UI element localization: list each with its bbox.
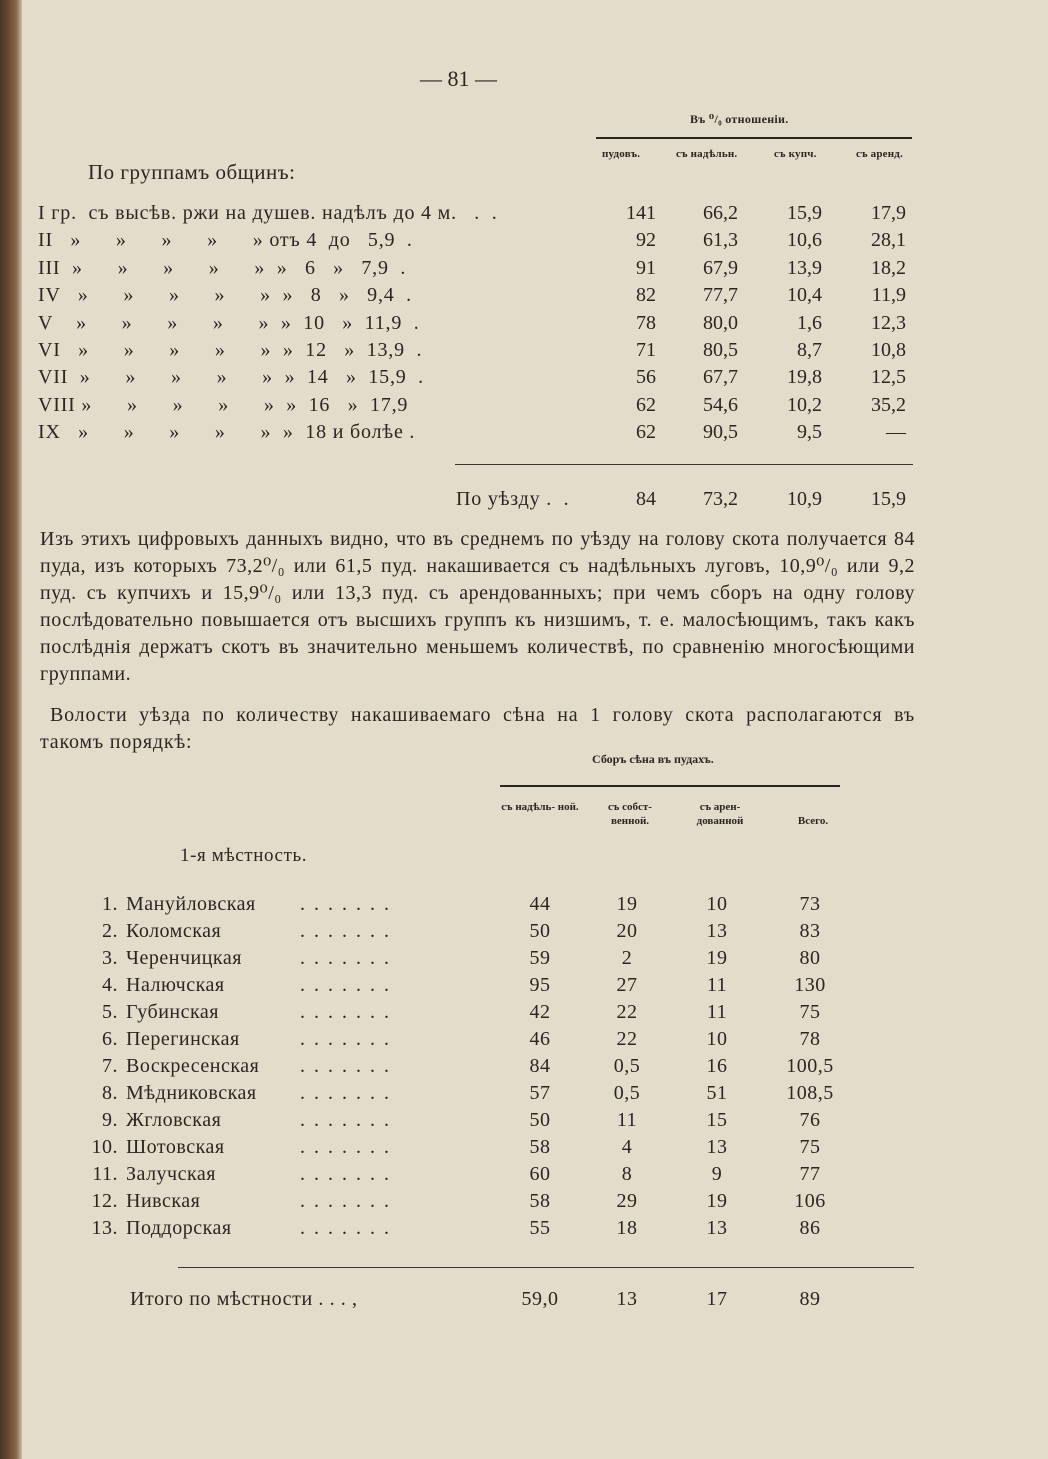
table1-header-group: Въ ⁰/₀ отношеніи. — [690, 112, 789, 126]
table2-total-label: Итого по мѣстности . . . , — [130, 1288, 358, 1310]
table2-row-leader: ....... — [300, 974, 398, 996]
table2-cell-sobst: 0,5 — [613, 1055, 641, 1077]
table2-cell-sobst: 11 — [616, 1109, 638, 1131]
table1-cell-kupch: 1,6 — [797, 311, 822, 334]
table1-cell-poods: 92 — [636, 229, 656, 252]
table1-row-label: II » » » » » отъ 4 до 5,9 . — [38, 229, 413, 252]
table2-cell-sobst: 27 — [616, 974, 638, 996]
table2-cell-arend: 15 — [706, 1109, 728, 1131]
table2-cell-all: 80 — [799, 947, 821, 969]
table2-total-sobst: 13 — [616, 1288, 638, 1310]
table2-cell-sobst: 20 — [616, 920, 638, 942]
table1-cell-kupch: 10,6 — [787, 229, 822, 252]
table2-cell-sobst: 18 — [616, 1217, 638, 1239]
table2-row-index: 13. — [91, 1217, 118, 1239]
table2-cell-nadel: 50 — [529, 920, 551, 942]
table2-cell-arend: 51 — [706, 1082, 728, 1104]
table2-cell-all: 78 — [799, 1028, 821, 1050]
table2-row-leader: ....... — [300, 1001, 398, 1023]
table1-cell-arend: 12,5 — [871, 366, 906, 389]
table2-row-name: Коломская — [126, 920, 222, 942]
table1-cell-nadel: 90,5 — [703, 421, 738, 444]
table2-row-name: Мѣдниковская — [126, 1082, 257, 1104]
table2-row-index: 6. — [102, 1028, 118, 1050]
table2-row-name: Мануйловская — [126, 893, 256, 915]
table2-row-leader: ....... — [300, 893, 398, 915]
table1-cell-poods: 62 — [636, 421, 656, 444]
table2-cell-all: 106 — [794, 1190, 826, 1212]
table2-cell-all: 73 — [799, 893, 821, 915]
table2-cell-arend: 16 — [706, 1055, 728, 1077]
table1-cell-kupch: 10,2 — [787, 393, 822, 416]
table2-row-name: Нивская — [126, 1190, 201, 1212]
table1-cell-poods: 141 — [626, 202, 656, 224]
table1-row-label: I гр. съ высѣв. ржи на душев. надѣлъ до 4 м. . . — [38, 202, 498, 224]
table1-col-nadel: съ надѣльн. — [676, 148, 738, 160]
table2-cell-arend: 10 — [706, 1028, 728, 1050]
table1-cell-nadel: 67,7 — [703, 366, 738, 389]
table2-cell-arend: 11 — [706, 1001, 728, 1023]
table2-cell-nadel: 84 — [529, 1055, 551, 1077]
table1-cell-kupch: 8,7 — [797, 339, 822, 361]
table1-section-title: По группамъ общинъ: — [88, 160, 296, 184]
table1-cell-poods: 82 — [636, 284, 656, 307]
table1-cell-kupch: 13,9 — [787, 256, 822, 279]
table1-cell-arend: 10,8 — [871, 339, 906, 361]
table2-cell-arend: 9 — [711, 1163, 723, 1185]
table1-row-label: VIII » » » » » » 16 » 17,9 — [38, 393, 409, 416]
table1-row-label: III » » » » » » 6 » 7,9 . — [38, 256, 407, 279]
table2-row-name: Жгловская — [126, 1109, 222, 1131]
table1-cell-kupch: 9,5 — [797, 421, 822, 444]
table2-row-leader: ....... — [300, 1217, 398, 1239]
table1-cell-nadel: 77,7 — [703, 284, 738, 307]
table2-row-leader: ....... — [300, 1136, 398, 1158]
table2-row-name: Перегинская — [126, 1028, 240, 1050]
table2-total-nadel: 59,0 — [521, 1288, 559, 1310]
table1-col-arend: съ аренд. — [856, 148, 903, 160]
table2-row-leader: ....... — [300, 1028, 398, 1050]
table2-cell-sobst: 22 — [616, 1001, 638, 1023]
paragraph-analysis: Изъ этихъ цифровыхъ данныхъ видно, что въ среднемъ по уѣзду на голову скота получается 84 пуда, изъ которыхъ 73,2⁰/₀ или 61,5 пуд. накашивается съ надѣльныхъ луговъ, 10,9⁰/₀ или 9,2 пуд. съ купчихъ и 15,9⁰/₀ или 13,3 пуд. съ арендованныхъ; при чемъ сборъ на одну голову послѣдовательно повышается отъ высшихъ группъ къ низшимъ, т. е. малосѣющимъ, такъ какъ послѣднія держатъ скотъ въ значительно меньшемъ количествѣ, по сравненію многосѣющими группами. — [40, 528, 915, 685]
table2-row-name: Губинская — [126, 1001, 219, 1023]
table1-total-arend: 15,9 — [871, 488, 906, 510]
table1-cell-kupch: 15,9 — [787, 202, 822, 224]
table2-row-leader: ....... — [300, 947, 398, 969]
table2-row-index: 3. — [102, 947, 118, 969]
table2-cell-nadel: 44 — [529, 893, 551, 915]
table1-cell-arend: 35,2 — [871, 393, 906, 416]
table2-cell-all: 130 — [794, 974, 826, 996]
table2-row-name: Воскресенская — [126, 1055, 260, 1077]
table1-cell-kupch: 19,8 — [787, 366, 822, 389]
table1-cell-arend: 17,9 — [871, 202, 906, 224]
table2-cell-nadel: 59 — [529, 947, 551, 969]
table1-cell-poods: 78 — [636, 311, 656, 334]
table2-row-index: 5. — [102, 1001, 118, 1023]
table1-cell-nadel: 80,5 — [703, 339, 738, 361]
table1-cell-arend: 11,9 — [871, 284, 906, 307]
table1-cell-poods: 62 — [636, 393, 656, 416]
table2-row-name: Черенчицкая — [126, 947, 242, 969]
table2-cell-nadel: 57 — [529, 1082, 551, 1104]
table2-col-sobst: съ собст- венной. — [608, 801, 652, 827]
table2-cell-nadel: 58 — [529, 1190, 551, 1212]
table2-row-name: Налючская — [126, 974, 225, 996]
table2-row-index: 7. — [102, 1055, 118, 1077]
table2-row-leader: ....... — [300, 1082, 398, 1104]
table1-total-rule — [455, 464, 913, 465]
table2-cell-arend: 10 — [706, 893, 728, 915]
table1-total-kupch: 10,9 — [787, 488, 822, 510]
table2-row-index: 1. — [102, 893, 118, 915]
table1-cell-nadel: 54,6 — [703, 393, 738, 416]
table1-col-poods: пудовъ. — [602, 148, 641, 160]
table1-row-label: IV » » » » » » 8 » 9,4 . — [38, 284, 412, 307]
table2-cell-nadel: 95 — [529, 974, 551, 996]
table2-col-arend: съ арен- дованной — [696, 801, 744, 827]
table1-cell-arend: 12,3 — [871, 311, 906, 334]
table2-cell-sobst: 22 — [616, 1028, 638, 1050]
table1-cell-poods: 91 — [636, 256, 656, 279]
table2-cell-all: 100,5 — [786, 1055, 834, 1077]
table2-cell-arend: 13 — [706, 920, 728, 942]
table2-cell-sobst: 2 — [621, 947, 633, 969]
table1-header-rule — [596, 137, 912, 139]
table2-cell-sobst: 4 — [621, 1136, 633, 1158]
table2-cell-all: 108,5 — [786, 1082, 834, 1104]
table2-cell-all: 76 — [799, 1109, 821, 1131]
table2-cell-arend: 19 — [706, 1190, 728, 1212]
table2-cell-arend: 13 — [706, 1217, 728, 1239]
table2-cell-all: 75 — [799, 1001, 821, 1023]
table2-total-rule — [178, 1267, 914, 1268]
table2-row-leader: ....... — [300, 1055, 398, 1077]
table2-row-index: 8. — [102, 1082, 118, 1104]
table2-cell-sobst: 8 — [621, 1163, 633, 1185]
table2-row-name: Залучская — [126, 1163, 216, 1185]
table1-cell-kupch: 10,4 — [787, 284, 822, 307]
table1-row-label: IX » » » » » » 18 и болѣе . — [38, 421, 416, 444]
table2-row-name: Поддорская — [126, 1217, 232, 1239]
table2-cell-all: 83 — [799, 920, 821, 942]
table2-row-index: 12. — [91, 1190, 118, 1212]
table1-row-label: VI » » » » » » 12 » 13,9 . — [38, 339, 423, 361]
table1-col-kupch: съ купч. — [774, 148, 817, 160]
table2-total-arend: 17 — [706, 1288, 728, 1310]
table2-row-name: Шотовская — [126, 1136, 225, 1158]
table2-row-leader: ....... — [300, 920, 398, 942]
table2-cell-nadel: 46 — [529, 1028, 551, 1050]
table1-cell-nadel: 80,0 — [703, 311, 738, 334]
table2-cell-all: 75 — [799, 1136, 821, 1158]
paragraph-volosti: Волости уѣзда по количеству накашиваемаго сѣна на 1 голову скота располагаются въ такомъ порядкѣ: — [40, 704, 915, 753]
table2-cell-nadel: 50 — [529, 1109, 551, 1131]
table2-row-index: 9. — [102, 1109, 118, 1131]
table2-row-index: 4. — [102, 974, 118, 996]
table2-section-title: 1-я мѣстность. — [180, 845, 308, 866]
table1-total-poods: 84 — [636, 488, 656, 510]
table2-cell-arend: 19 — [706, 947, 728, 969]
table2-cell-nadel: 42 — [529, 1001, 551, 1023]
table2-cell-sobst: 29 — [616, 1190, 638, 1212]
table2-cell-all: 86 — [799, 1217, 821, 1239]
table1-cell-poods: 71 — [636, 339, 656, 361]
table2-cell-sobst: 0,5 — [613, 1082, 641, 1104]
table1-cell-poods: 56 — [636, 366, 656, 389]
table1-cell-arend: 18,2 — [871, 256, 906, 279]
table1-cell-arend: — — [886, 421, 906, 444]
table2-row-index: 10. — [91, 1136, 118, 1158]
table2-cell-nadel: 55 — [529, 1217, 551, 1239]
table2-cell-sobst: 19 — [616, 893, 638, 915]
table1-cell-arend: 28,1 — [871, 229, 906, 252]
table2-row-index: 2. — [102, 920, 118, 942]
table2-row-leader: ....... — [300, 1163, 398, 1185]
table2-header-rule — [500, 785, 840, 787]
table1-row-label: V » » » » » » 10 » 11,9 . — [38, 311, 420, 334]
table2-cell-all: 77 — [799, 1163, 821, 1185]
table2-row-leader: ....... — [300, 1109, 398, 1131]
table2-cell-nadel: 60 — [529, 1163, 551, 1185]
table2-col-nadel: съ надѣль- ной. — [501, 801, 579, 813]
table2-cell-nadel: 58 — [529, 1136, 551, 1158]
table2-row-leader: ....... — [300, 1190, 398, 1212]
table2-header-group: Сборъ сѣна въ пудахъ. — [592, 752, 714, 766]
table1-cell-nadel: 61,3 — [703, 229, 738, 252]
table2-cell-arend: 13 — [706, 1136, 728, 1158]
table1-cell-nadel: 66,2 — [703, 202, 738, 224]
table2-col-total: Всего. — [797, 815, 829, 827]
page-number: — 81 — — [420, 66, 497, 91]
table1-row-label: VII » » » » » » 14 » 15,9 . — [38, 366, 424, 389]
table2-total-all: 89 — [799, 1288, 821, 1310]
table1-total-nadel: 73,2 — [703, 488, 738, 510]
table2-row-index: 11. — [92, 1163, 118, 1185]
table1-cell-nadel: 67,9 — [703, 256, 738, 279]
table2-cell-arend: 11 — [706, 974, 728, 996]
table1-total-label: По уѣзду . . — [456, 488, 570, 510]
